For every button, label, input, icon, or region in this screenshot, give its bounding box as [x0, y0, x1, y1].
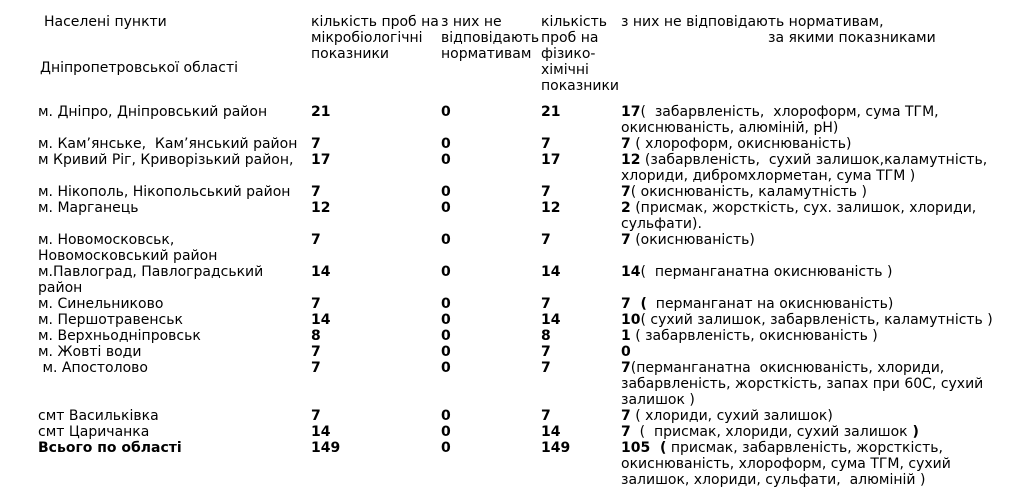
- violations-indicators: ( забарвленість, хлороформ, сума ТГМ,: [640, 104, 939, 120]
- violations-indicators: перманганат на окиснюваність): [646, 296, 894, 312]
- chem-samples: 7: [541, 344, 551, 360]
- violations-count: 7 (: [621, 296, 647, 312]
- violations-line: [621, 104, 939, 120]
- violations-count: 7: [621, 184, 631, 200]
- violations-count: 7: [621, 408, 631, 424]
- micro-samples: 149: [311, 440, 341, 456]
- header-micro-bad-line: нормативам: [441, 46, 532, 62]
- violations-indicators: (перманганатна окиснюваність, хлориди,: [630, 360, 945, 376]
- header-region: Дніпропетровської області: [40, 60, 238, 76]
- header-chem-line: фізико-: [541, 46, 596, 62]
- header-micro-bad-line: відповідають: [441, 30, 540, 46]
- settlement-name: м. Жовті води: [38, 344, 142, 360]
- violations-line: [621, 312, 993, 328]
- chem-samples: 17: [541, 152, 561, 168]
- violations-line: [621, 328, 878, 344]
- micro-nonconforming: 0: [441, 232, 451, 248]
- micro-samples: 7: [311, 360, 321, 376]
- violations-line: [621, 440, 943, 456]
- chem-samples: 7: [541, 408, 551, 424]
- chem-samples: 7: [541, 232, 551, 248]
- violations-line: [621, 344, 631, 360]
- micro-samples: 7: [311, 136, 321, 152]
- header-micro-line: мікробіологічні: [311, 30, 423, 46]
- violations-indicators: присмак, забарвленість, жорсткість,: [666, 440, 943, 456]
- violations-line: [621, 184, 867, 200]
- settlement-name: м. Верхньодніпровськ: [38, 328, 201, 344]
- chem-samples: 7: [541, 136, 551, 152]
- micro-nonconforming: 0: [441, 312, 451, 328]
- violations-line: [621, 296, 893, 312]
- violations-indicators-cont: окиснюваність, хлороформ, сума ТГМ, сухий: [621, 456, 951, 472]
- settlement-name: м.Павлоград, Павлоградський: [38, 264, 264, 280]
- violations-count: 7: [621, 136, 631, 152]
- violations-count: 0: [621, 344, 631, 360]
- violations-count: 7: [621, 232, 631, 248]
- micro-samples: 7: [311, 184, 321, 200]
- settlement-name: м. Апостолово: [38, 360, 148, 376]
- violations-indicators: (присмак, жорсткість, сух. залишок, хлориди,: [630, 200, 977, 216]
- settlement-name: м Кривий Ріг, Криворізький район,: [38, 152, 294, 168]
- micro-nonconforming: 0: [441, 440, 451, 456]
- header-chem-line: кількість: [541, 14, 607, 30]
- header-chem-line: хімічні: [541, 62, 589, 78]
- violations-count: 10: [621, 312, 641, 328]
- micro-samples: 17: [311, 152, 331, 168]
- micro-samples: 7: [311, 408, 321, 424]
- settlement-name: Всього по області: [38, 440, 182, 456]
- violations-count: 17: [621, 104, 641, 120]
- micro-samples: 7: [311, 232, 321, 248]
- violations-indicators: ( хлороформ, окиснюваність): [630, 136, 852, 152]
- micro-nonconforming: 0: [441, 152, 451, 168]
- settlement-name: м. Новомосковськ,: [38, 232, 175, 248]
- micro-nonconforming: 0: [441, 136, 451, 152]
- settlement-name: смт Царичанка: [38, 424, 150, 440]
- violations-line: [621, 232, 755, 248]
- micro-nonconforming: 0: [441, 264, 451, 280]
- settlement-name: м. Першотравенськ: [38, 312, 183, 328]
- violations-indicators-cont: залишок, хлориди, сульфати, алюміній ): [621, 472, 926, 488]
- header-micro-line: кількість проб на: [311, 14, 439, 30]
- chem-samples: 12: [541, 200, 561, 216]
- violations-count: 14: [621, 264, 641, 280]
- header-settlements: Населені пункти: [44, 14, 167, 30]
- violations-indicators: ( присмак, хлориди, сухий залишок: [630, 424, 908, 440]
- violations-line: [621, 408, 833, 424]
- settlement-name: м. Марганець: [38, 200, 139, 216]
- micro-nonconforming: 0: [441, 424, 451, 440]
- settlement-name: м. Нікополь, Нікопольський район: [38, 184, 291, 200]
- micro-nonconforming: 0: [441, 296, 451, 312]
- settlement-name: смт Васильківка: [38, 408, 159, 424]
- chem-samples: 7: [541, 184, 551, 200]
- settlement-name: м. Дніпро, Дніпровський район: [38, 104, 268, 120]
- violations-indicators-tail: ): [907, 424, 919, 440]
- violations-indicators: ( сухий залишок, забарвленість, каламутність ): [640, 312, 993, 328]
- chem-samples: 14: [541, 264, 561, 280]
- settlement-name: м. Кам’янське, Кам’янський район: [38, 136, 298, 152]
- chem-samples: 14: [541, 312, 561, 328]
- chem-samples: 7: [541, 296, 551, 312]
- header-chem-line: проб на: [541, 30, 599, 46]
- chem-samples: 21: [541, 104, 561, 120]
- violations-line: [621, 200, 976, 216]
- violations-indicators: ( хлориди, сухий залишок): [630, 408, 833, 424]
- header-violations-sub: за якими показниками: [768, 30, 936, 46]
- micro-samples: 14: [311, 424, 331, 440]
- micro-nonconforming: 0: [441, 104, 451, 120]
- violations-count: 1: [621, 328, 631, 344]
- micro-samples: 8: [311, 328, 321, 344]
- chem-samples: 7: [541, 360, 551, 376]
- violations-indicators-cont: залишок ): [621, 392, 695, 408]
- header-chem-line: показники: [541, 78, 620, 94]
- settlement-name: район: [38, 280, 83, 296]
- micro-samples: 21: [311, 104, 331, 120]
- micro-samples: 12: [311, 200, 331, 216]
- header-violations: з них не відповідають нормативам,: [621, 14, 884, 30]
- violations-count: 7: [621, 360, 631, 376]
- micro-nonconforming: 0: [441, 200, 451, 216]
- violations-count: 12: [621, 152, 641, 168]
- violations-indicators-cont: забарвленість, жорсткість, запах при 60С, сухий: [621, 376, 984, 392]
- header-micro-line: показники: [311, 46, 390, 62]
- header-micro-bad-line: з них не: [441, 14, 502, 30]
- settlement-name: м. Синельниково: [38, 296, 164, 312]
- violations-indicators-cont: окиснюваність, алюміній, рН): [621, 120, 839, 136]
- violations-line: [621, 264, 892, 280]
- chem-samples: 14: [541, 424, 561, 440]
- micro-nonconforming: 0: [441, 344, 451, 360]
- violations-indicators: ( перманганатна окиснюваність ): [640, 264, 893, 280]
- violations-indicators: (окиснюваність): [630, 232, 755, 248]
- micro-nonconforming: 0: [441, 328, 451, 344]
- violations-count: 7: [621, 424, 631, 440]
- violations-indicators: ( окиснюваність, каламутність ): [630, 184, 867, 200]
- violations-line: [621, 424, 919, 440]
- violations-line: [621, 152, 987, 168]
- micro-nonconforming: 0: [441, 408, 451, 424]
- violations-count: 105 (: [621, 440, 667, 456]
- violations-count: 2: [621, 200, 631, 216]
- violations-line: [621, 136, 851, 152]
- chem-samples: 149: [541, 440, 571, 456]
- settlement-name: Новомосковський район: [38, 248, 218, 264]
- violations-indicators-cont: хлориди, дибромхлорметан, сума ТГМ ): [621, 168, 916, 184]
- violations-indicators: ( забарвленість, окиснюваність ): [630, 328, 878, 344]
- micro-samples: 14: [311, 312, 331, 328]
- micro-nonconforming: 0: [441, 360, 451, 376]
- violations-indicators: (забарвленість, сухий залишок,каламутність,: [640, 152, 988, 168]
- violations-line: [621, 360, 944, 376]
- micro-samples: 7: [311, 344, 321, 360]
- micro-nonconforming: 0: [441, 184, 451, 200]
- chem-samples: 8: [541, 328, 551, 344]
- micro-samples: 14: [311, 264, 331, 280]
- violations-indicators-cont: сульфати).: [621, 216, 702, 232]
- micro-samples: 7: [311, 296, 321, 312]
